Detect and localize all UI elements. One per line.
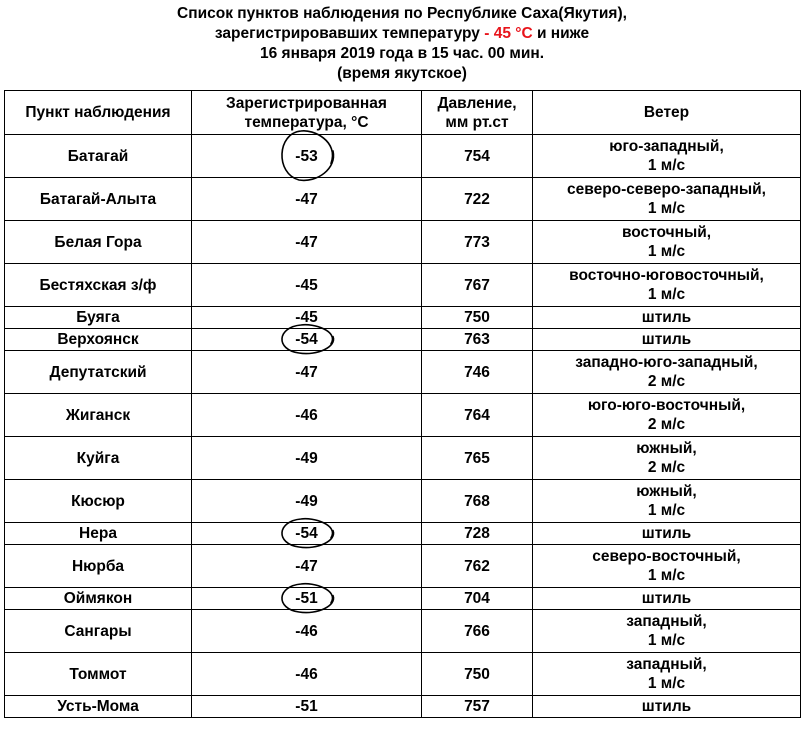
header-wind: Ветер xyxy=(533,91,801,135)
header-temperature-line-2: температура, °С xyxy=(244,113,369,131)
station-name: Томмот xyxy=(5,653,192,696)
pressure-value: 746 xyxy=(422,351,533,394)
header-station: Пункт наблюдения xyxy=(5,91,192,135)
title-timezone: (время якутское) xyxy=(337,65,467,82)
temperature-value: -47 xyxy=(295,233,318,251)
temperature-value: -47 xyxy=(295,190,318,208)
temperature-value: -45 xyxy=(295,276,318,294)
wind-cell xyxy=(533,480,801,523)
station-name: Депутатский xyxy=(5,351,192,394)
wind-cell xyxy=(533,437,801,480)
station-name: Усть-Мома xyxy=(5,696,192,718)
temperature-cell xyxy=(192,523,422,545)
table-row xyxy=(5,178,801,221)
temperature-cell xyxy=(192,178,422,221)
wind-cell xyxy=(533,610,801,653)
wind-cell xyxy=(533,394,801,437)
pressure-value: 765 xyxy=(422,437,533,480)
pressure-value: 762 xyxy=(422,545,533,588)
table-row xyxy=(5,394,801,437)
document-title xyxy=(0,4,804,84)
wind-direction: западный, xyxy=(626,656,707,673)
temperature-value: -49 xyxy=(295,449,318,467)
temperature-value: -46 xyxy=(295,406,318,424)
temperature-cell xyxy=(192,264,422,307)
table-row xyxy=(5,329,801,351)
temperature-cell xyxy=(192,696,422,718)
wind-cell xyxy=(533,178,801,221)
station-name: Сангары xyxy=(5,610,192,653)
temperature-value: -54 xyxy=(295,331,318,348)
wind-cell xyxy=(533,264,801,307)
handwritten-circle-mark xyxy=(192,329,193,330)
station-name: Буяга xyxy=(5,307,192,329)
station-name: Верхоянск xyxy=(5,329,192,351)
wind-direction: восточно-юговосточный, xyxy=(569,267,764,284)
title-line-2-prefix: зарегистрировавших температуру xyxy=(214,25,480,42)
pressure-value: 757 xyxy=(422,696,533,718)
wind-speed: 1 м/с xyxy=(647,567,686,584)
handwritten-circle-mark xyxy=(192,523,193,524)
pressure-value: 750 xyxy=(422,653,533,696)
wind-cell xyxy=(533,351,801,394)
wind-direction: западный, xyxy=(626,613,707,630)
station-name: Нера xyxy=(5,523,192,545)
table-row xyxy=(5,523,801,545)
wind-direction: штиль xyxy=(641,309,692,326)
station-name: Оймякон xyxy=(5,588,192,610)
wind-cell xyxy=(533,653,801,696)
temperature-cell xyxy=(192,221,422,264)
table-row xyxy=(5,307,801,329)
threshold-temperature: - 45 °C xyxy=(479,25,533,42)
wind-cell xyxy=(533,696,801,718)
pressure-value: 763 xyxy=(422,329,533,351)
handwritten-circle-mark xyxy=(192,135,193,136)
wind-cell xyxy=(533,221,801,264)
temperature-value: -51 xyxy=(295,590,318,607)
title-line-1: Список пунктов наблюдения по Республике Саха(Якутия), xyxy=(177,5,627,22)
station-name: Батагай xyxy=(5,135,192,178)
temperature-cell xyxy=(192,610,422,653)
table-row xyxy=(5,135,801,178)
table-row xyxy=(5,264,801,307)
table-row xyxy=(5,351,801,394)
wind-speed: 1 м/с xyxy=(647,200,686,217)
wind-direction: штиль xyxy=(641,331,692,348)
wind-cell xyxy=(533,588,801,610)
temperature-cell xyxy=(192,545,422,588)
temperature-cell xyxy=(192,394,422,437)
pressure-value: 754 xyxy=(422,135,533,178)
station-name: Бестяхская з/ф xyxy=(5,264,192,307)
temperature-value: -46 xyxy=(295,622,318,640)
table-body xyxy=(5,135,801,718)
wind-cell xyxy=(533,523,801,545)
pressure-value: 767 xyxy=(422,264,533,307)
table-row xyxy=(5,588,801,610)
wind-speed: 2 м/с xyxy=(647,373,686,390)
wind-direction: юго-юго-восточный, xyxy=(587,397,746,414)
wind-speed: 2 м/с xyxy=(647,416,686,433)
station-name: Нюрба xyxy=(5,545,192,588)
temperature-cell xyxy=(192,135,422,178)
wind-direction: южный, xyxy=(636,483,697,500)
station-name: Жиганск xyxy=(5,394,192,437)
temperature-cell xyxy=(192,351,422,394)
wind-speed: 1 м/с xyxy=(647,502,686,519)
title-date: 16 января 2019 года в 15 час. 00 мин. xyxy=(259,45,545,62)
wind-speed: 1 м/с xyxy=(647,286,686,303)
temperature-value: -45 xyxy=(295,309,318,326)
station-name: Куйга xyxy=(5,437,192,480)
temperature-cell xyxy=(192,588,422,610)
title-line-2-suffix: и ниже xyxy=(532,25,590,42)
temperature-cell xyxy=(192,480,422,523)
wind-direction: восточный, xyxy=(621,224,712,241)
header-temperature xyxy=(192,91,422,135)
wind-speed: 1 м/с xyxy=(647,675,686,692)
wind-speed: 1 м/с xyxy=(647,157,686,174)
stations-table xyxy=(4,90,801,718)
pressure-value: 768 xyxy=(422,480,533,523)
station-name: Белая Гора xyxy=(5,221,192,264)
handwritten-circle-mark xyxy=(192,588,193,589)
pressure-value: 766 xyxy=(422,610,533,653)
pressure-value: 773 xyxy=(422,221,533,264)
temperature-value: -53 xyxy=(295,147,318,165)
wind-direction: северо-восточный, xyxy=(592,548,741,565)
wind-speed: 1 м/с xyxy=(647,632,686,649)
temperature-cell xyxy=(192,653,422,696)
temperature-value: -47 xyxy=(295,557,318,575)
table-row xyxy=(5,545,801,588)
table-header-row xyxy=(5,91,801,135)
station-name: Кюсюр xyxy=(5,480,192,523)
temperature-cell xyxy=(192,329,422,351)
table-row xyxy=(5,696,801,718)
table-row xyxy=(5,610,801,653)
wind-speed: 1 м/с xyxy=(647,243,686,260)
wind-cell xyxy=(533,329,801,351)
wind-cell xyxy=(533,545,801,588)
temperature-value: -49 xyxy=(295,492,318,510)
pressure-value: 728 xyxy=(422,523,533,545)
wind-cell xyxy=(533,307,801,329)
wind-direction: юго-западный, xyxy=(609,138,724,155)
temperature-cell xyxy=(192,307,422,329)
temperature-value: -46 xyxy=(295,665,318,683)
header-temperature-line-1: Зарегистрированная xyxy=(226,94,387,112)
wind-direction: штиль xyxy=(641,590,692,607)
wind-direction: западно-юго-западный, xyxy=(575,354,758,371)
table-row xyxy=(5,653,801,696)
wind-direction: штиль xyxy=(641,698,692,715)
header-pressure-line-1: Давление, xyxy=(437,94,517,112)
station-name: Батагай-Алыта xyxy=(5,178,192,221)
wind-cell xyxy=(533,135,801,178)
temperature-value: -54 xyxy=(295,525,318,542)
pressure-value: 750 xyxy=(422,307,533,329)
table-row xyxy=(5,221,801,264)
pressure-value: 722 xyxy=(422,178,533,221)
wind-direction: южный, xyxy=(636,440,697,457)
header-pressure xyxy=(422,91,533,135)
temperature-value: -51 xyxy=(295,698,318,715)
title-line-2 xyxy=(0,24,804,44)
wind-direction: северо-северо-западный, xyxy=(567,181,766,198)
temperature-value: -47 xyxy=(295,363,318,381)
wind-direction: штиль xyxy=(641,525,692,542)
pressure-value: 704 xyxy=(422,588,533,610)
header-pressure-line-2: мм рт.ст xyxy=(445,113,509,131)
pressure-value: 764 xyxy=(422,394,533,437)
table-row xyxy=(5,480,801,523)
temperature-cell xyxy=(192,437,422,480)
table-row xyxy=(5,437,801,480)
wind-speed: 2 м/с xyxy=(647,459,686,476)
